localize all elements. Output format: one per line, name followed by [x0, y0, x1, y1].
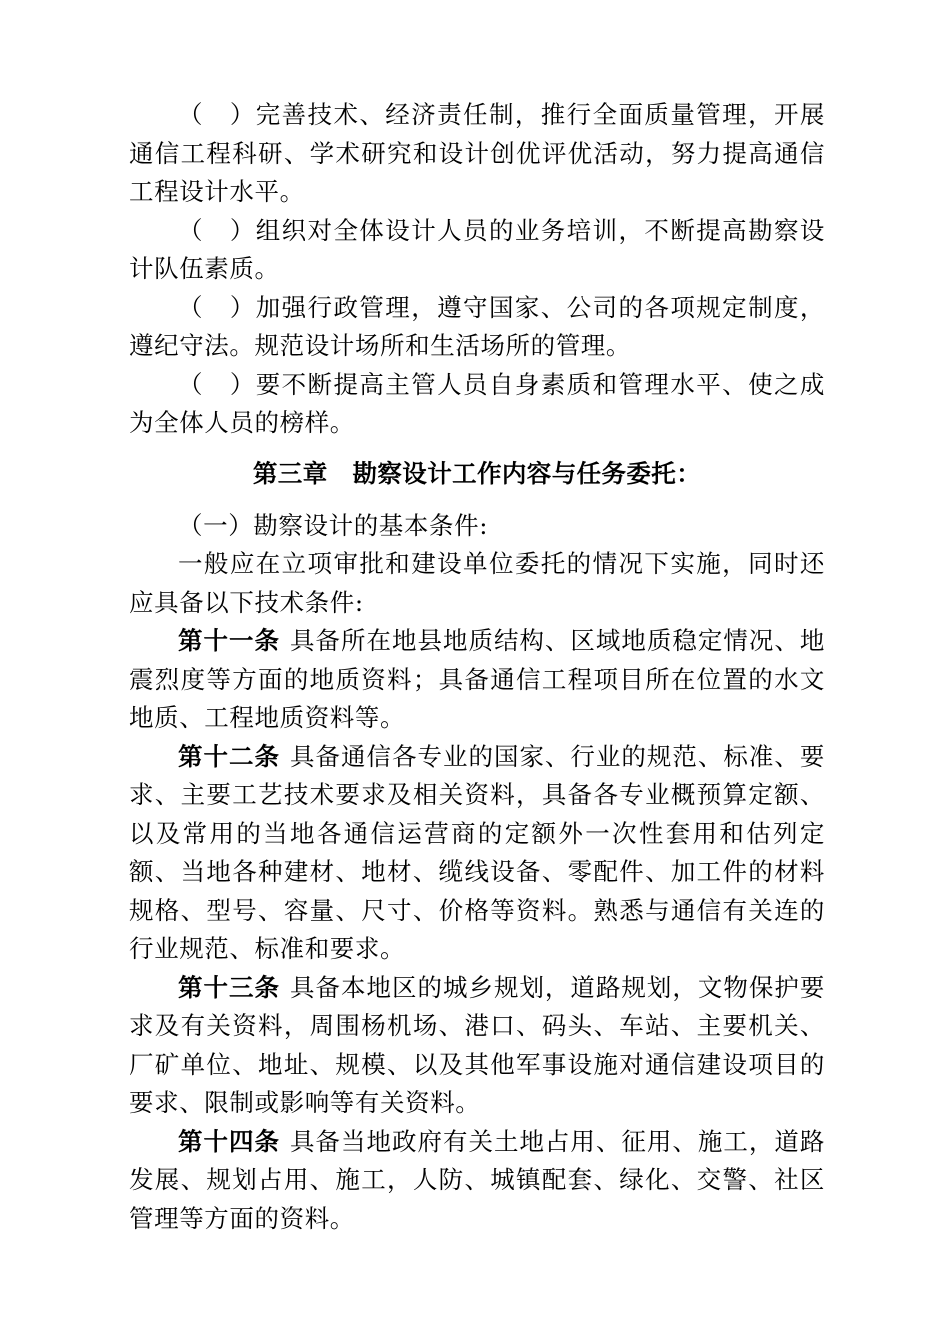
paragraph-administration: （ ）加强行政管理，遵守国家、公司的各项规定制度，遵纪守法。规范设计场所和生活场所的管理。 [129, 292, 825, 360]
intro-paragraph: 一般应在立项审批和建设单位委托的情况下实施，同时还应具备以下技术条件: [129, 549, 825, 617]
article-12 [129, 738, 825, 969]
article-label: 第十三条 [178, 972, 280, 1002]
chapter-heading: 第三章 勘察设计工作内容与任务委托： [252, 458, 702, 488]
article-11 [129, 622, 825, 738]
article-text: 具备本地区的城乡规划，道路规划，文物保护要求及有关资料，周围杨机场、港口、码头、车站、主要机关、厂矿单位、地址、规模、以及其他军事设施对通信建设项目的要求、限制或影响等有关资料。 [129, 972, 825, 1117]
section-title: （一）勘察设计的基本条件: [178, 510, 489, 540]
article-13 [129, 969, 825, 1123]
article-text: 具备通信各专业的国家、行业的规范、标准、要求、主要工艺技术要求及相关资料，具备各专业概预算定额、以及常用的当地各通信运营商的定额外一次性套用和估列定额、当地各种建材、地材、缆线设备、零配件、加工件的材料规格、型号、容量、尺寸、价格等资料。熟悉与通信有关连的行业规范、标准和要求。 [129, 741, 825, 963]
article-14 [129, 1123, 825, 1239]
article-text: 具备所在地县地质结构、区域地质稳定情况、地震烈度等方面的地质资料；具备通信工程项目所在位置的水文地质、工程地质资料等。 [129, 626, 825, 732]
article-label: 第十四条 [178, 1126, 280, 1156]
paragraph-staff-training: （ ）组织对全体设计人员的业务培训，不断提高勘察设计队伍素质。 [129, 215, 825, 283]
document-page [129, 96, 825, 1238]
article-label: 第十二条 [178, 741, 280, 771]
paragraph-managers: （ ）要不断提高主管人员自身素质和管理水平、使之成为全体人员的榜样。 [129, 369, 825, 437]
article-text: 具备当地政府有关土地占用、征用、施工，道路发展、规划占用、施工，人防、城镇配套、绿化、交警、社区管理等方面的资料。 [129, 1126, 825, 1233]
article-label: 第十一条 [178, 626, 280, 655]
paragraph-quality-management: （ ）完善技术、经济责任制，推行全面质量管理，开展通信工程科研、学术研究和设计创优评优活动，努力提高通信工程设计水平。 [129, 100, 825, 206]
